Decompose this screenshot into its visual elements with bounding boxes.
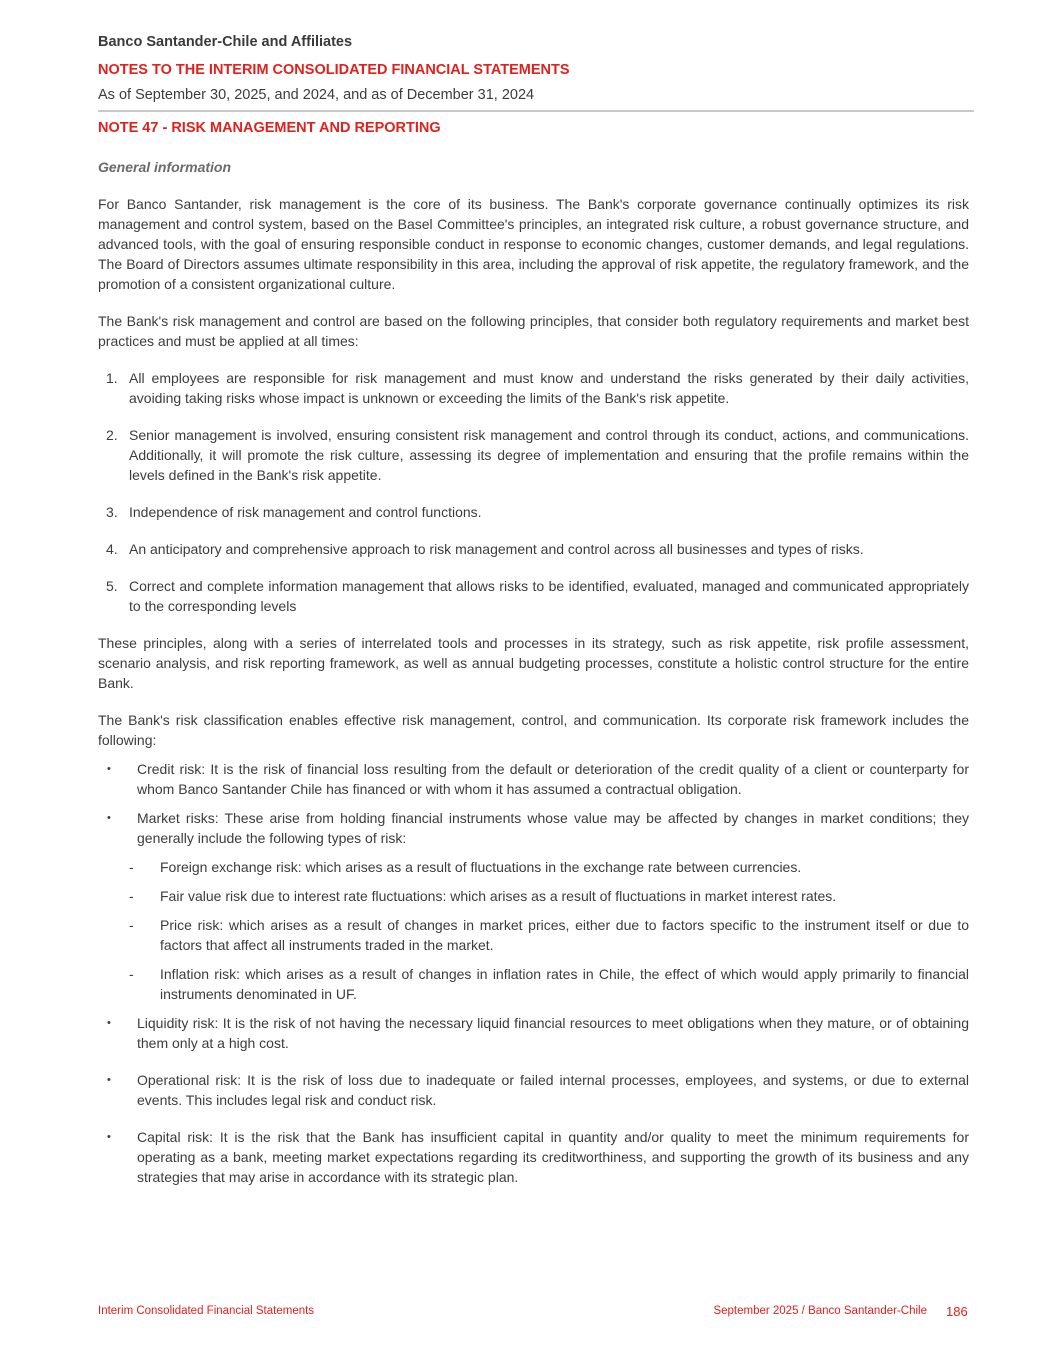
bullet-icon: • xyxy=(107,1131,111,1143)
dash-icon: - xyxy=(129,859,134,875)
bullet-icon: • xyxy=(107,1017,111,1029)
footer-separator: / xyxy=(798,1305,809,1317)
principle-number: 4. xyxy=(106,541,118,557)
subrisk-text: Price risk: which arises as a result of changes in market prices, either due to factors specific to the instrument itself or due to factors that affect all instruments traded in the market. xyxy=(160,917,969,953)
principle-text: All employees are responsible for risk management and must know and understand the risks generated by their daily activities, avoiding taking risks whose impact is unknown or exceeding the limits of the Bank's risk appetite. xyxy=(129,370,969,406)
paragraph-principles-intro: The Bank's risk management and control are based on the following principles, that consider both regulatory requirements and market best practices and must be applied at all times: xyxy=(98,313,969,349)
risk-text: Market risks: These arise from holding financial instruments whose value may be affected by changes in market conditions; they generally include the following types of risk: xyxy=(137,810,969,846)
risk-text: Credit risk: It is the risk of financial loss resulting from the default or deterioration of the credit quality of a client or counterparty for whom Banco Santander Chile has financed or with whom it has assumed a contractual obligation. xyxy=(137,761,969,797)
principle-item xyxy=(98,425,969,485)
company-name: Banco Santander-Chile and Affiliates xyxy=(98,34,353,50)
as-of-date: As of September 30, 2025, and 2024, and as of December 31, 2024 xyxy=(98,87,535,103)
principle-text: Independence of risk management and control functions. xyxy=(129,504,482,520)
bullet-icon: • xyxy=(107,763,111,775)
risk-types-list xyxy=(98,759,969,1187)
paragraph-intro: For Banco Santander, risk management is the core of its business. The Bank's corporate governance continually optimizes its risk management and control system, based on the Basel Committee's principles, an integrated risk culture, a robust governance structure, and advanced tools, with the goal of ensuring responsible conduct in response to economic changes, customer demands, and legal regulations. The Board of Directors assumes ultimate responsibility in this area, including the approval of risk appetite, the regulatory framework, and the promotion of a consistent organizational culture. xyxy=(98,196,969,292)
principle-item xyxy=(98,502,969,522)
principle-item xyxy=(98,368,969,408)
principle-number: 5. xyxy=(106,578,118,594)
bullet-icon: • xyxy=(107,1074,111,1086)
principle-text: Senior management is involved, ensuring consistent risk management and control through its conduct, actions, and communications. Additionally, it will promote the risk culture, assessing its degree of implementation and ensuring that the profile remains within the levels defined in the Bank's risk appetite. xyxy=(129,427,969,483)
risk-item-market xyxy=(98,808,969,1004)
principle-item xyxy=(98,576,969,616)
subrisk-item xyxy=(98,857,969,877)
footer-document-title: Interim Consolidated Financial Statements xyxy=(98,1305,315,1317)
principle-text: An anticipatory and comprehensive approach to risk management and control across all businesses and types of risks. xyxy=(129,541,864,557)
subrisk-text: Fair value risk due to interest rate fluctuations: which arises as a result of fluctuations in market interest rates. xyxy=(160,888,837,904)
dash-icon: - xyxy=(129,966,134,982)
note-content xyxy=(98,157,969,1196)
risk-item-liquidity xyxy=(98,1013,969,1053)
subrisk-text: Foreign exchange risk: which arises as a result of fluctuations in the exchange rate between currencies. xyxy=(160,859,802,875)
risk-item-credit xyxy=(98,759,969,799)
dash-icon: - xyxy=(129,888,134,904)
notes-title: NOTES TO THE INTERIM CONSOLIDATED FINANCIAL STATEMENTS xyxy=(98,62,570,78)
principle-number: 3. xyxy=(106,504,118,520)
note-title: NOTE 47 - RISK MANAGEMENT AND REPORTING xyxy=(98,120,441,136)
page-number: 186 xyxy=(946,1304,968,1319)
header-divider xyxy=(98,110,974,112)
subrisk-text: Inflation risk: which arises as a result of changes in inflation rates in Chile, the effect of which would apply primarily to financial instruments denominated in UF. xyxy=(160,966,969,1002)
footer-publication xyxy=(713,1305,927,1317)
subrisk-item xyxy=(98,964,969,1004)
principle-text: Correct and complete information management that allows risks to be identified, evaluated, managed and communicated appropriately to the corresponding levels xyxy=(129,578,969,614)
risk-item-capital xyxy=(98,1127,969,1187)
principle-number: 1. xyxy=(106,370,118,386)
risk-text: Liquidity risk: It is the risk of not having the necessary liquid financial resources to meet obligations when they mature, or of obtaining them only at a high cost. xyxy=(137,1015,969,1051)
principle-item xyxy=(98,539,969,559)
bullet-icon: • xyxy=(107,812,111,824)
paragraph-holistic-control: These principles, along with a series of interrelated tools and processes in its strategy, such as risk appetite, risk profile assessment, scenario analysis, and risk reporting framework, as well as annual budgeting processes, constitute a holistic control structure for the entire Bank. xyxy=(98,635,969,691)
subrisk-item xyxy=(98,915,969,955)
footer-bank-name: Banco Santander-Chile xyxy=(808,1305,927,1317)
paragraph-risk-classification: The Bank's risk classification enables effective risk management, control, and communication. Its corporate risk framework includes the following: xyxy=(98,712,969,748)
subrisk-item xyxy=(98,886,969,906)
footer-period: September 2025 xyxy=(713,1305,799,1317)
risk-text: Operational risk: It is the risk of loss due to inadequate or failed internal processes, employees, and systems, or due to external events. This includes legal risk and conduct risk. xyxy=(137,1072,969,1108)
section-subheading: General information xyxy=(98,159,232,175)
market-risk-subtypes xyxy=(98,857,969,1004)
risk-text: Capital risk: It is the risk that the Bank has insufficient capital in quantity and/or quality to meet the minimum requirements for operating as a bank, meeting market expectations regarding its creditworthiness, and supporting the growth of its business and any strategies that may arise in accordance with its strategic plan. xyxy=(137,1129,969,1185)
principles-list xyxy=(98,368,969,616)
dash-icon: - xyxy=(129,917,134,933)
principle-number: 2. xyxy=(106,427,118,443)
risk-item-operational xyxy=(98,1070,969,1110)
